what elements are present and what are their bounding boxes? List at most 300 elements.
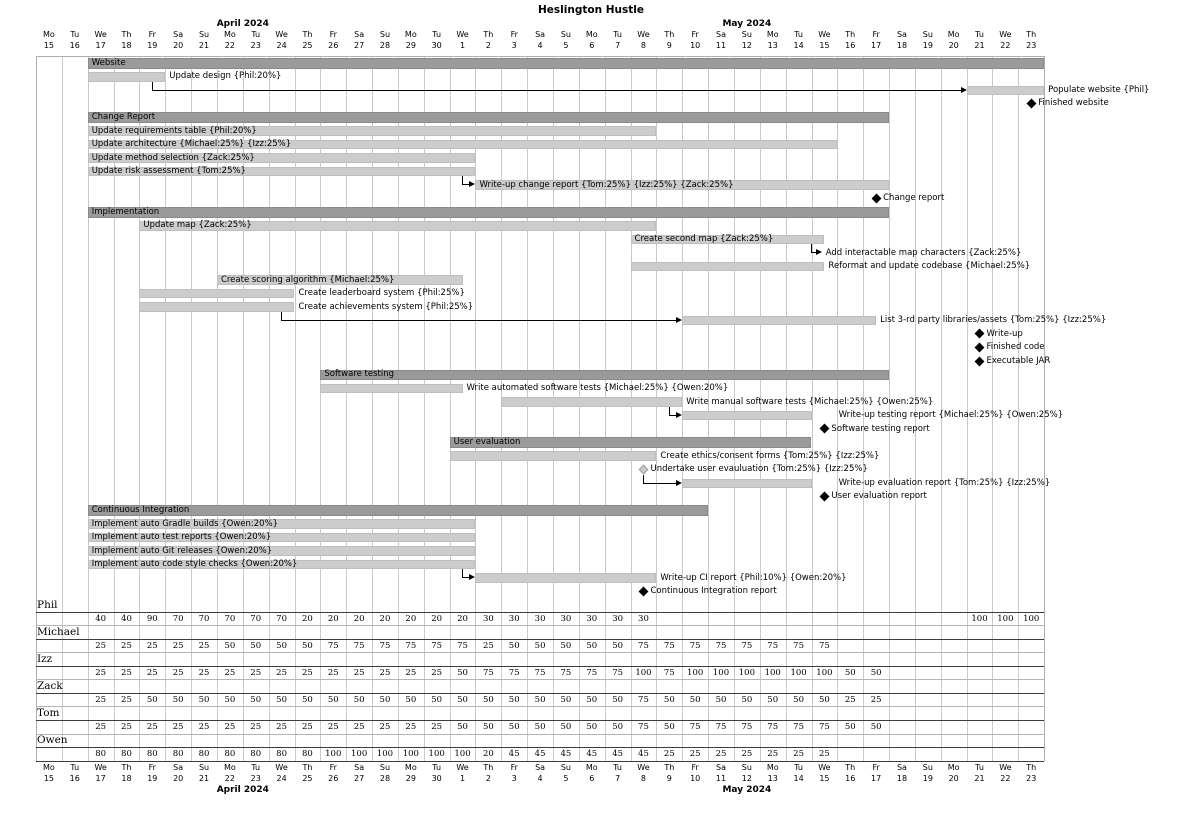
day-label: Tu [613, 29, 622, 39]
date-label: 25 [302, 773, 313, 783]
label-populate-website-phil: Populate website {Phil} [1048, 84, 1150, 95]
allocation-value: 100 [687, 668, 704, 678]
date-label: 20 [173, 40, 184, 50]
allocation-value: 80 [224, 749, 236, 760]
day-label: Su [560, 762, 571, 772]
resource-name-tom: Tom [37, 706, 60, 719]
milestone-icon-executable-jar [975, 356, 985, 366]
allocation-value: 50 [327, 695, 339, 706]
undertake-milestone-icon-undertake-user-evauluation-tom-25-izz-25 [639, 464, 649, 474]
allocation-value: 30 [534, 613, 546, 624]
date-label: 21 [198, 773, 210, 783]
allocation-value: 100 [764, 668, 781, 678]
day-label: Fr [872, 762, 880, 772]
allocation-value: 75 [482, 668, 494, 678]
grid-line [631, 56, 632, 761]
allocation-value: 25 [302, 668, 313, 678]
allocation-value: 100 [738, 668, 755, 678]
allocation-value: 50 [715, 695, 727, 706]
label-write-up-testing-report-michael-25-owen-25: Write-up testing report {Michael:25%} {Owen:25%} [838, 410, 1064, 421]
label-implementation: Implementation [91, 206, 160, 217]
day-label: Tu [251, 762, 261, 772]
resource-name-phil: Phil [37, 598, 58, 611]
allocation-value: 75 [612, 668, 624, 678]
grid-line [915, 56, 916, 761]
milestone-icon-finished-website [1026, 99, 1036, 109]
task-bar-create-achievements-system-phil-25 [139, 302, 294, 312]
task-bar-write-up-testing-report-michael-25-owen-25 [682, 411, 811, 421]
allocation-value: 50 [870, 668, 882, 678]
allocation-value: 75 [638, 695, 649, 706]
allocation-value: 25 [767, 749, 779, 760]
date-label: 3 [511, 773, 517, 783]
day-label: We [999, 762, 1012, 772]
allocation-value: 50 [508, 695, 520, 706]
grid-line [786, 56, 787, 761]
milestone-icon-user-evaluation-report [819, 492, 829, 502]
milestone-icon-finished-code [975, 342, 985, 352]
date-label: 20 [948, 773, 959, 783]
day-label: Mo [404, 29, 417, 39]
allocation-value: 80 [172, 749, 184, 760]
day-label: Th [302, 29, 313, 39]
date-label: 6 [589, 40, 595, 50]
allocation-value: 25 [302, 722, 313, 733]
allocation-value: 75 [741, 640, 753, 651]
allocation-value: 50 [302, 640, 313, 651]
allocation-value: 100 [635, 668, 652, 678]
day-label: Mo [43, 762, 55, 772]
allocation-value: 25 [146, 640, 158, 651]
day-label: Mo [947, 29, 960, 39]
date-label: 15 [43, 773, 54, 783]
label-implement-auto-code-style-checks-owen-20: Implement auto code style checks {Owen:20%} [91, 559, 298, 570]
grid-line [682, 56, 683, 761]
date-label: 23 [250, 773, 261, 783]
day-label: Fr [510, 762, 518, 772]
allocation-value: 50 [172, 695, 184, 706]
dependency-arrowhead-3 [816, 249, 822, 255]
allocation-value: 80 [95, 749, 107, 760]
milestone-label-executable-jar: Executable JAR [986, 355, 1051, 366]
allocation-value: 50 [586, 722, 598, 733]
allocation-value: 75 [689, 722, 701, 733]
day-label: Th [845, 29, 856, 39]
month-label: May 2024 [722, 19, 772, 29]
milestone-icon-continuous-integration-report [639, 586, 649, 596]
allocation-value: 50 [224, 640, 236, 651]
day-label: We [94, 762, 107, 772]
label-website: Website [91, 57, 126, 68]
day-label: Th [483, 762, 494, 772]
label-create-second-map-zack-25: Create second map {Zack:25%} [634, 233, 774, 244]
allocation-value: 40 [121, 613, 132, 624]
day-label: Su [198, 29, 210, 39]
day-label: Su [922, 29, 933, 39]
allocation-value: 25 [663, 749, 675, 760]
day-label: Sa [354, 29, 365, 39]
allocation-value: 45 [534, 749, 546, 760]
allocation-value: 50 [767, 695, 779, 706]
day-label: Th [1026, 762, 1037, 772]
dependency-arrow-horizontal-1 [462, 184, 469, 185]
allocation-value: 75 [767, 640, 779, 651]
day-label: Sa [173, 29, 184, 39]
allocation-value: 75 [819, 722, 830, 733]
day-label: Mo [223, 762, 236, 772]
milestone-label-finished-website: Finished website [1038, 98, 1109, 109]
allocation-value: 50 [508, 640, 520, 651]
label-implement-auto-gradle-builds-owen-20: Implement auto Gradle builds {Owen:20%} [91, 518, 279, 529]
allocation-value: 50 [353, 695, 365, 706]
allocation-value: 50 [379, 695, 391, 706]
allocation-value: 20 [353, 613, 365, 624]
task-bar-create-leaderboard-system-phil-25 [139, 289, 294, 299]
dependency-arrow-horizontal-4 [669, 415, 676, 416]
allocation-value: 80 [198, 749, 210, 760]
dependency-arrowhead-4 [676, 412, 682, 418]
date-label: 17 [871, 773, 882, 783]
allocation-value: 75 [715, 640, 727, 651]
allocation-value: 50 [250, 695, 262, 706]
label-update-design-phil-20: Update design {Phil:20%} [169, 71, 282, 82]
allocation-value: 50 [534, 695, 546, 706]
allocation-value: 25 [379, 668, 391, 678]
allocation-value: 75 [741, 722, 753, 733]
date-label: 14 [793, 40, 804, 50]
date-label: 19 [147, 40, 158, 50]
allocation-value: 20 [405, 613, 417, 624]
allocation-value: 45 [560, 749, 572, 760]
grid-line [889, 56, 890, 761]
date-label: 13 [767, 40, 778, 50]
date-label: 16 [845, 40, 856, 50]
allocation-value: 75 [663, 640, 675, 651]
allocation-value: 100 [351, 749, 368, 760]
allocation-value: 80 [121, 749, 132, 760]
dependency-arrowhead-1 [469, 181, 475, 187]
task-bar-create-ethics-consent-forms-tom-25-izz-25 [450, 451, 657, 461]
allocation-value: 50 [534, 722, 546, 733]
day-label: We [637, 29, 650, 39]
month-label: May 2024 [722, 784, 772, 795]
grid-line [941, 56, 942, 761]
day-label: Fr [329, 762, 337, 772]
grid-line [605, 56, 606, 761]
date-label: 18 [121, 40, 132, 50]
milestone-label-write-up: Write-up [986, 328, 1023, 339]
label-software-testing: Software testing [324, 369, 394, 380]
day-label: Su [922, 762, 933, 772]
date-label: 1 [459, 40, 466, 50]
task-bar-populate-website-phil [967, 86, 1045, 96]
grid-line [967, 56, 968, 761]
allocation-value: 75 [457, 640, 468, 651]
day-label: We [456, 29, 469, 39]
dependency-arrowhead-5 [676, 480, 682, 486]
label-continuous-integration: Continuous Integration [91, 504, 190, 515]
allocation-value: 25 [121, 668, 132, 678]
grid-line [1044, 56, 1045, 761]
date-label: 2 [485, 773, 491, 783]
allocation-value: 50 [482, 695, 494, 706]
date-label: 28 [379, 773, 391, 783]
allocation-value: 90 [146, 613, 158, 624]
day-label: Tu [975, 29, 984, 39]
allocation-value: 100 [454, 749, 471, 760]
grid-line [62, 56, 63, 761]
allocation-value: 25 [405, 722, 417, 733]
date-label: 8 [640, 773, 647, 783]
day-label: Tu [975, 762, 984, 772]
summary-bar-implementation [88, 207, 889, 218]
date-label: 5 [563, 773, 569, 783]
allocation-value: 25 [95, 722, 107, 733]
date-label: 27 [354, 40, 365, 50]
allocation-value: 25 [870, 695, 882, 706]
grid-line [992, 56, 993, 761]
allocation-value: 40 [95, 613, 107, 624]
allocation-value: 25 [715, 749, 727, 760]
allocation-value: 25 [224, 668, 236, 678]
day-label: Tu [613, 762, 622, 772]
label-write-automated-software-tests-michael-25-owen-2: Write automated software tests {Michael:25%} {Owen:20%} [466, 383, 729, 393]
allocation-value: 75 [379, 640, 391, 651]
allocation-value: 75 [560, 668, 572, 678]
allocation-value: 25 [95, 640, 107, 651]
milestone-label-finished-code: Finished code [986, 342, 1045, 353]
date-label: 4 [537, 40, 543, 50]
allocation-value: 50 [224, 695, 236, 706]
label-user-evaluation: User evaluation [453, 437, 521, 448]
summary-bar-software-testing [320, 370, 889, 381]
allocation-value: 100 [402, 749, 419, 760]
task-bar-write-up-ci-report-phil-10-owen-20 [475, 573, 656, 583]
allocation-value: 75 [715, 722, 727, 733]
day-label: Sa [173, 762, 184, 772]
allocation-value: 25 [793, 749, 804, 760]
separator-line [36, 706, 1044, 707]
day-label: Mo [947, 762, 960, 772]
allocation-value: 25 [95, 695, 107, 706]
day-label: We [275, 29, 288, 39]
allocation-value: 75 [638, 722, 649, 733]
allocation-value: 25 [379, 722, 391, 733]
date-label: 18 [896, 40, 908, 50]
day-label: Fr [691, 762, 699, 772]
allocation-value: 50 [250, 640, 262, 651]
label-implement-auto-test-reports-owen-20: Implement auto test reports {Owen:20%} [91, 532, 272, 543]
date-label: 15 [43, 40, 54, 50]
day-label: Mo [404, 762, 417, 772]
day-label: Su [741, 762, 752, 772]
milestone-label-undertake-user-evauluation-tom-25-izz-25: Undertake user evauluation {Tom:25%} {Izz:25%} [650, 464, 868, 475]
allocation-value: 50 [146, 695, 158, 706]
allocation-value: 25 [250, 668, 262, 678]
allocation-value: 70 [276, 613, 287, 624]
day-label: Su [198, 762, 210, 772]
allocation-value: 20 [457, 613, 468, 624]
date-label: 8 [640, 40, 647, 50]
grid-line [837, 56, 838, 761]
date-label: 9 [666, 40, 672, 50]
label-write-up-evaluation-report-tom-25-izz-25: Write-up evaluation report {Tom:25%} {Izz:25%} [838, 477, 1051, 488]
day-label: Mo [585, 29, 598, 39]
allocation-value: 30 [612, 613, 624, 624]
grid-line [656, 56, 657, 761]
allocation-value: 50 [586, 695, 598, 706]
date-label: 9 [666, 773, 672, 783]
allocation-value: 100 [997, 613, 1014, 624]
allocation-value: 50 [198, 695, 210, 706]
allocation-value: 50 [457, 668, 468, 678]
resource-name-izz: Izz [37, 652, 53, 665]
label-create-achievements-system-phil-25: Create achievements system {Phil:25%} [298, 301, 474, 312]
label-reformat-and-update-codebase-michael-25: Reformat and update codebase {Michael:25%} [828, 261, 1031, 272]
date-label: 22 [1000, 40, 1011, 50]
date-label: 21 [974, 40, 985, 50]
day-label: Fr [148, 762, 156, 772]
allocation-value: 25 [276, 722, 287, 733]
milestone-icon-write-up [975, 329, 985, 339]
allocation-value: 75 [638, 640, 649, 651]
day-label: We [94, 29, 107, 39]
date-label: 23 [250, 40, 261, 50]
grid-line [527, 56, 528, 761]
allocation-value: 50 [431, 695, 443, 706]
date-label: 19 [922, 40, 933, 50]
label-add-interactable-map-characters-zack-25: Add interactable map characters {Zack:25%} [825, 247, 1022, 258]
day-label: Sa [896, 762, 907, 772]
task-bar-reformat-and-update-codebase-michael-25 [631, 262, 825, 272]
allocation-value: 75 [819, 640, 830, 651]
grid-line [1018, 56, 1019, 761]
allocation-value: 25 [172, 722, 184, 733]
label-update-requirements-table-phil-20: Update requirements table {Phil:20%} [91, 125, 257, 136]
day-label: Th [664, 29, 675, 39]
allocation-value: 70 [172, 613, 184, 624]
day-label: Tu [432, 762, 442, 772]
day-label: Mo [223, 29, 236, 39]
date-label: 23 [1026, 773, 1037, 783]
allocation-value: 75 [689, 640, 701, 651]
day-label: Mo [766, 762, 779, 772]
date-label: 18 [896, 773, 908, 783]
date-label: 13 [767, 773, 778, 783]
day-label: Fr [691, 29, 699, 39]
allocation-value: 50 [612, 722, 624, 733]
date-label: 22 [224, 773, 235, 783]
date-label: 6 [589, 773, 595, 783]
date-label: 16 [69, 773, 80, 783]
separator-line [36, 761, 1044, 762]
day-label: We [637, 762, 650, 772]
allocation-value: 45 [612, 749, 624, 760]
date-label: 21 [974, 773, 985, 783]
allocation-value: 80 [276, 749, 287, 760]
allocation-value: 25 [327, 722, 339, 733]
allocation-value: 20 [327, 613, 339, 624]
day-label: Sa [535, 29, 546, 39]
allocation-value: 45 [586, 749, 598, 760]
allocation-value: 25 [431, 668, 443, 678]
allocation-value: 50 [741, 695, 753, 706]
date-label: 21 [198, 40, 210, 50]
day-label: Su [379, 762, 391, 772]
allocation-value: 50 [844, 668, 856, 678]
date-label: 26 [328, 773, 339, 783]
allocation-value: 75 [327, 640, 339, 651]
day-label: Tu [70, 762, 80, 772]
label-write-manual-software-tests-michael-25-owen-25: Write manual software tests {Michael:25%} {Owen:25%} [686, 396, 934, 407]
day-label: Sa [896, 29, 907, 39]
day-label: Mo [585, 762, 598, 772]
allocation-value: 20 [431, 613, 443, 624]
day-label: Sa [716, 29, 726, 39]
date-label: 26 [328, 40, 339, 50]
allocation-value: 50 [819, 695, 830, 706]
milestone-label-continuous-integration-report: Continuous Integration report [650, 586, 777, 597]
allocation-value: 25 [172, 668, 184, 678]
date-label: 30 [431, 40, 442, 50]
date-label: 16 [845, 773, 856, 783]
allocation-value: 25 [198, 640, 210, 651]
date-label: 7 [615, 40, 621, 50]
milestone-label-change-report: Change report [883, 193, 945, 204]
date-label: 30 [431, 773, 442, 783]
allocation-value: 50 [870, 722, 882, 733]
day-label: Mo [766, 29, 779, 39]
allocation-value: 25 [405, 668, 417, 678]
allocation-value: 25 [121, 695, 132, 706]
resource-name-michael: Michael [37, 625, 80, 638]
day-label: Tu [794, 29, 803, 39]
milestone-label-user-evaluation-report: User evaluation report [831, 491, 927, 502]
day-label: Fr [510, 29, 518, 39]
grid-line [553, 56, 554, 761]
allocation-value: 50 [405, 695, 417, 706]
date-label: 28 [379, 40, 391, 50]
allocation-value: 70 [224, 613, 236, 624]
allocation-value: 30 [560, 613, 572, 624]
allocation-value: 50 [663, 695, 675, 706]
day-label: Th [1026, 29, 1037, 39]
day-label: Th [121, 762, 132, 772]
day-label: Sa [535, 762, 546, 772]
allocation-value: 100 [790, 668, 807, 678]
allocation-value: 50 [560, 695, 572, 706]
date-label: 29 [405, 40, 416, 50]
resource-name-zack: Zack [37, 679, 63, 692]
allocation-value: 50 [508, 722, 520, 733]
allocation-value: 50 [534, 640, 546, 651]
date-label: 20 [173, 773, 184, 783]
day-label: Tu [251, 29, 261, 39]
day-label: Mo [43, 29, 55, 39]
day-label: Fr [872, 29, 880, 39]
label-update-architecture-michael-25-izz-25: Update architecture {Michael:25%} {Izz:25%} [91, 139, 292, 150]
allocation-value: 20 [482, 749, 494, 760]
day-label: We [456, 762, 469, 772]
summary-bar-website [88, 58, 1044, 69]
separator-line [36, 734, 1044, 735]
allocation-value: 25 [172, 640, 184, 651]
task-bar-update-design-phil-20 [88, 72, 166, 82]
date-label: 16 [69, 40, 80, 50]
allocation-value: 75 [793, 640, 804, 651]
allocation-value: 100 [376, 749, 394, 760]
day-label: Tu [432, 29, 442, 39]
